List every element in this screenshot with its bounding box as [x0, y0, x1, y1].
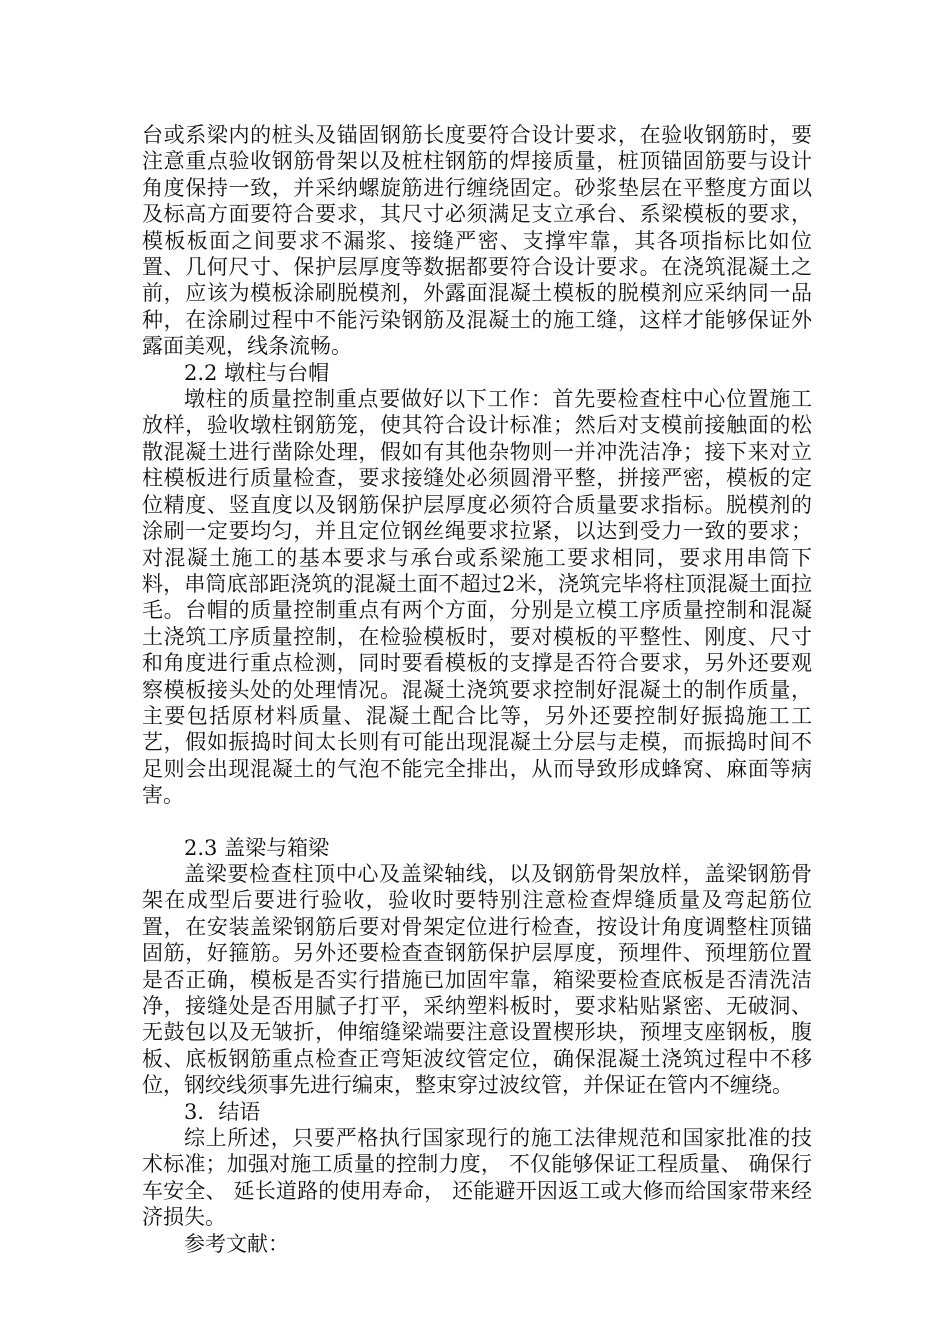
section-heading-3: 3．结语: [184, 1099, 261, 1124]
body-paragraph-3: 综上所述，只要严格执行国家现行的施工法律规范和国家批准的技术标准；加强对施工质量的控制力度， 不仅能够保证工程质量、 确保行车安全、 延长道路的使用寿命， 还能避开因返工或大修而给国家带来经济损失。: [142, 1126, 812, 1230]
body-paragraph-2-3: 盖梁要检查柱顶中心及盖梁轴线，以及钢筋骨架放样，盖梁钢筋骨架在成型后要进行验收，验收时要特别注意检查焊缝质量及弯起筋位置，在安装盖梁钢筋后要对骨架定位进行检查，按设计角度调整柱顶锚固筋，好箍筋。另外还要检查查钢筋保护层厚度，预埋件、预埋筋位置是否正确，模板是否实行措施已加固牢靠，箱梁要检查底板是否清洗洁净，接缝处是否用腻子打平，采纳塑料板时，要求粘贴紧密、无破洞、无鼓包以及无皱折，伸缩缝梁端要注意设置楔形块，预埋支座钢板，腹板、底板钢筋重点检查正弯矩波纹管定位，确保混凝土浇筑过程中不移位，钢绞线须事先进行编束，整束穿过波纹管，并保证在管内不缠绕。: [142, 861, 812, 1098]
body-paragraph-intro: 台或系梁内的桩头及锚固钢筋长度要符合设计要求，在验收钢筋时，要注意重点验收钢筋骨架以及桩柱钢筋的焊接质量，桩顶锚固筋要与设计角度保持一致，并采纳螺旋筋进行缠绕固定。砂浆垫层在平整度方面以及标高方面要符合要求，其尺寸必须满足支立承台、系梁模板的要求，模板板面之间要求不漏浆、接缝严密、支撑牢靠，其各项指标比如位置、几何尺寸、保护层厚度等数据都要符合设计要求。在浇筑混凝土之前，应该为模板涂刷脱模剂，外露面混凝土模板的脱模剂应采纳同一品种，在涂刷过程中不能污染钢筋及混凝土的施工缝，这样才能够保证外露面美观，线条流畅。: [142, 123, 812, 359]
references-heading: 参考文献：: [184, 1231, 289, 1256]
section-heading-2-3: 2.3 盖梁与箱梁: [184, 835, 330, 860]
section-heading-2-2: 2.2 墩柱与台帽: [184, 360, 330, 385]
document-page: [142, 122, 812, 1257]
body-paragraph-2-2: 墩柱的质量控制重点要做好以下工作：首先要检查柱中心位置施工放样，验收墩柱钢筋笼，使其符合设计标准；然后对支模前接触面的松散混凝土进行凿除处理，假如有其他杂物则一并冲洗洁净；接下来对立柱模板进行质量检查，要求接缝处必须圆滑平整，拼接严密，模板的定位精度、竖直度以及钢筋保护层厚度必须符合质量要求指标。脱模剂的涂刷一定要均匀，并且定位钢丝绳要求拉紧，以达到受力一致的要求；对混凝土施工的基本要求与承台或系梁施工要求相同，要求用串筒下料，串筒底部距浇筑的混凝土面不超过2米，浇筑完毕将柱顶混凝土面拉毛。台帽的质量控制重点有两个方面，分别是立模工序质量控制和混凝土浇筑工序质量控制，在检验模板时，要对模板的平整性、刚度、尺寸和角度进行重点检测，同时要看模板的支撑是否符合要求，另外还要观察模板接头处的处理情况。混凝土浇筑要求控制好混凝土的制作质量，主要包括原材料质量、混凝土配合比等，另外还要控制好振捣施工工艺，假如振捣时间太长则有可能出现混凝土分层与走模，而振捣时间不足则会出现混凝土的气泡不能完全排出，从而导致形成蜂窝、麻面等病害。: [142, 387, 812, 808]
